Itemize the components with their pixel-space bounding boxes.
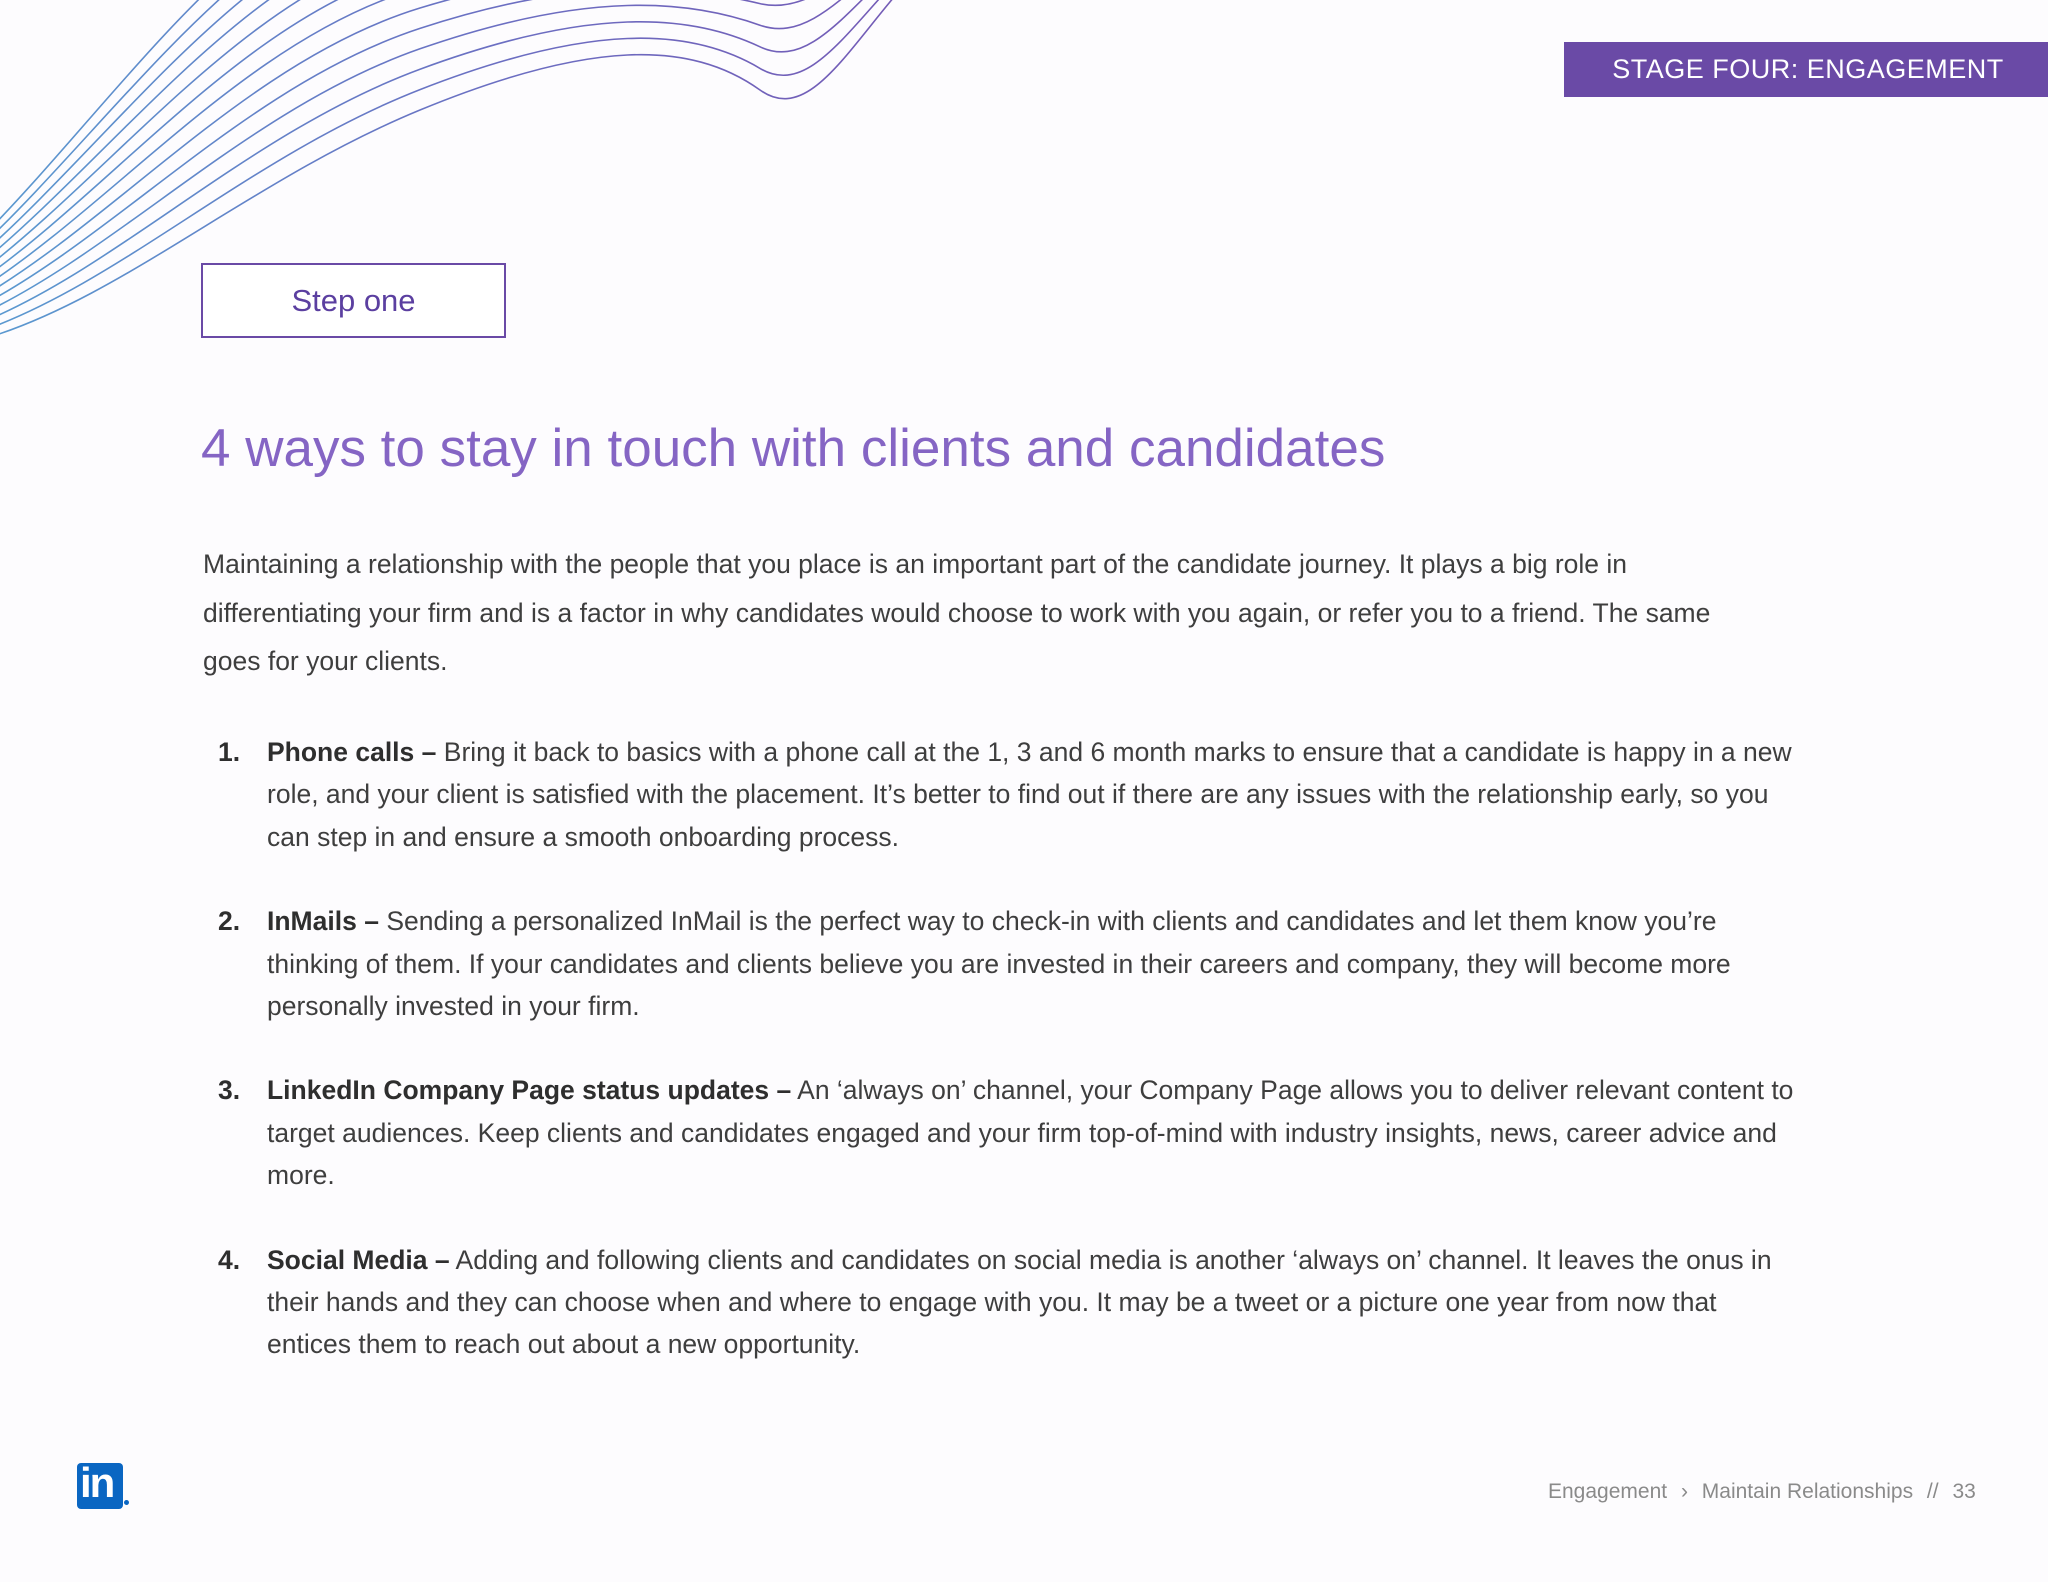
logo-text: in: [80, 1459, 114, 1506]
list-item-number: 2.: [218, 906, 241, 937]
wave-line: [0, 0, 1000, 248]
list-item-body: [267, 731, 1798, 858]
list-item-body: [267, 900, 1798, 1027]
list-item-body: [267, 1239, 1798, 1366]
list-item-text: Bring it back to basics with a phone call at the 1, 3 and 6 month marks to ensure that a candidate is happy in a new role, and your client is satisfied with the placement. It’s better to find out if there are any issues with the relationship early, so you can step in and ensure a smooth onboarding process.: [267, 737, 1792, 852]
list-item-body: [267, 1069, 1798, 1196]
page-number: 33: [1952, 1480, 1976, 1503]
page-separator: //: [1926, 1480, 1939, 1503]
list-item-number: 3.: [218, 1075, 241, 1106]
step-label: Step one: [291, 282, 416, 318]
ways-list: [218, 731, 1798, 1408]
list-item-text: Sending a personalized InMail is the perfect way to check-in with clients and candidates and let them know you’re thinking of them. If your candidates and clients believe you are invested in their careers and company, they will become more personally invested in your firm.: [267, 906, 1731, 1022]
page-title: 4 ways to stay in touch with clients and candidates: [201, 419, 1386, 478]
wave-line: [0, 0, 1000, 256]
wave-line: [0, 0, 1000, 298]
list-item-title: InMails –: [267, 906, 379, 937]
registered-mark: [124, 1500, 129, 1505]
linkedin-logo-icon[interactable]: [77, 1459, 123, 1509]
wave-line: [0, 0, 1000, 281]
list-item-text: Adding and following clients and candidates on social media is another ‘always on’ channel. It leaves the onus in their hands and they can choose when and where to engage with you. It may be a tweet or a picture one year from now that entices them to reach out about a new opportunity.: [267, 1244, 1772, 1360]
list-item-number: 4.: [218, 1244, 241, 1275]
breadcrumb-subsection: Maintain Relationships: [1701, 1480, 1914, 1503]
list-item-number: 1.: [218, 737, 241, 767]
stage-label: STAGE FOUR: ENGAGEMENT: [1612, 54, 2004, 84]
list-item: [218, 1069, 1798, 1196]
list-item-title: LinkedIn Company Page status updates –: [267, 1075, 792, 1106]
stage-banner: [1564, 42, 2048, 97]
breadcrumb-section: Engagement: [1548, 1480, 1668, 1503]
step-label-box: [201, 263, 506, 338]
list-item: [218, 1239, 1798, 1366]
list-item-title: Social Media –: [267, 1244, 450, 1275]
intro-paragraph: Maintaining a relationship with the people that you place is an important part of the candidate journey. It plays a big role in differentiating your firm and is a factor in why candidates would choose to work with you again, or refer you to a friend. The same goes for your clients.: [203, 549, 1711, 676]
list-item: [218, 731, 1798, 858]
footer-breadcrumb: [1548, 1480, 1976, 1504]
list-item-title: Phone calls –: [267, 737, 437, 767]
list-item-text: An ‘always on’ channel, your Company Page allows you to deliver relevant content to target audiences. Keep clients and candidates engaged and your firm top-of-mind with industry insights, news, career advice and more.: [267, 1075, 1794, 1191]
list-item: [218, 900, 1798, 1027]
breadcrumb-separator: ›: [1680, 1480, 1688, 1503]
wave-line: [0, 0, 1000, 273]
